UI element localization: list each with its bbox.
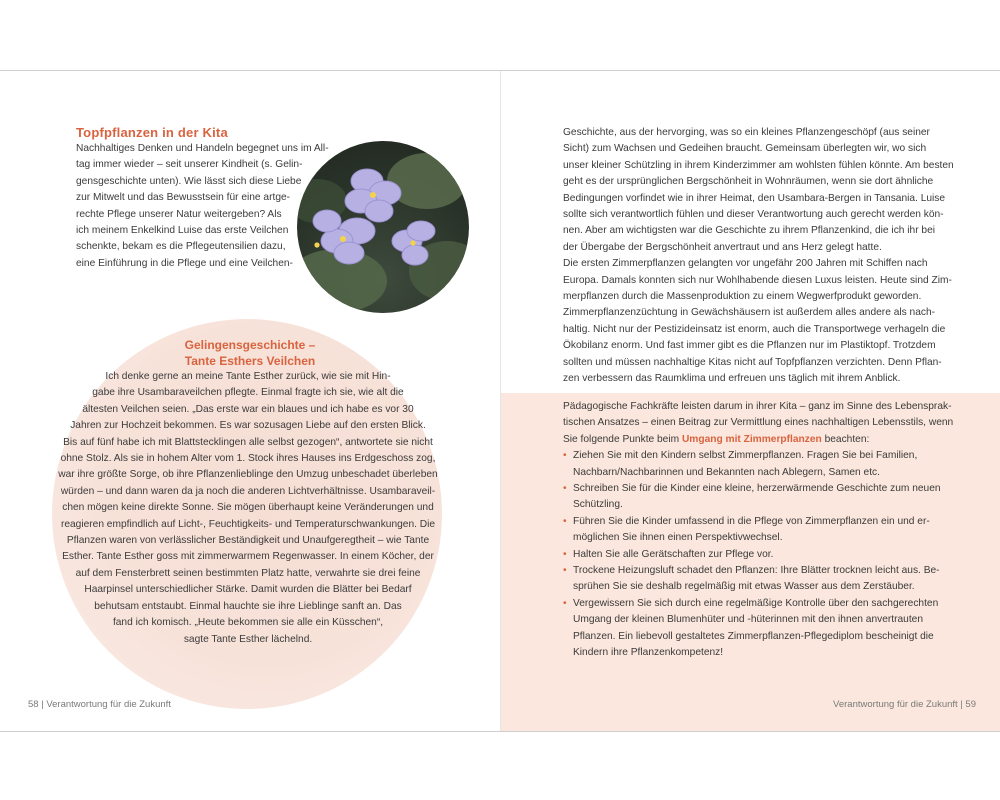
bullet-line: Pflanzen. Ein liebevoll gestaltetes Zimmerpflanzen-Pflegediplom bescheinigt die: [573, 630, 934, 642]
intro-line: gensgeschichte unten). Wie lässt sich diese Liebe: [76, 175, 302, 187]
body-line: Die ersten Zimmerpflanzen gelangten vor ungefähr 200 Jahren mit Schiffen nach: [563, 258, 928, 270]
body-line: der Übergabe der Bergschönheit anvertraut und ans Herz gelegt hatte.: [563, 241, 882, 253]
body-line: nen. Aber am wichtigsten war die Geschichte zu ihrem Pflanzenkind, die ich ihr bei: [563, 225, 936, 237]
bullet-line: Schreiben Sie für die Kinder eine kleine, herzerwärmende Geschichte zum neuen: [573, 483, 941, 495]
story-line: ohne Stolz. Als sie in hohem Alter vom 1. Stock ihres Hauses ins Erdgeschoss zog,: [60, 453, 436, 465]
body-line: Ökobilanz enorm. Und fast immer gibt es die Pflanzen nur im Plastiktopf. Trotzdem: [563, 340, 936, 352]
body-line: haltig. Nicht nur der Pestizideinsatz ist enorm, auch die Transportwege verhageln die: [563, 323, 946, 335]
bullet-item: [563, 448, 953, 481]
bullet-line: Halten Sie alle Gerätschaften zur Pflege vor.: [573, 548, 774, 560]
bullet-icon: •: [563, 548, 567, 560]
body-line: Europa. Damals konnten sich nur Wohlhabende diesen Luxus leisten. Heute sind Zim-: [563, 274, 952, 286]
story-line: behutsam entstaubt. Einmal hauchte sie ihre Lieblinge sanft an. Das: [94, 600, 402, 612]
bullet-item: [563, 596, 953, 662]
story-line: würden – und dann waren da ja noch die anderen Lichtverhältnisse. Usambaraveil-: [60, 485, 436, 497]
story-line: war ihre größte Sorge, ob ihre Pflanzenlieblinge den Umzug unbeschadet überleben: [58, 469, 438, 481]
page-footer-right: Verantwortung für die Zukunft | 59: [833, 699, 976, 710]
tips-text: [563, 399, 953, 662]
bullet-icon: •: [563, 597, 567, 609]
intro-line: zur Mitwelt und das Bewusstsein für eine artge-: [76, 192, 291, 204]
tips-line: Pädagogische Fachkräfte leisten darum in ihrer Kita – ganz im Sinne des Lebensprak-: [563, 401, 952, 412]
bullet-icon: •: [563, 450, 567, 462]
body-line: unser kleiner Schützling in ihrem Kinderzimmer am wohlsten fühlen könnte. Am besten: [563, 159, 954, 171]
story-heading-line-1: Gelingensgeschichte –: [184, 338, 316, 352]
body-line: sollten und müssen nachhaltige Kitas nicht auf Topfpflanzen verzichten. Denn Pflan-: [563, 356, 942, 368]
bullet-icon: •: [563, 565, 567, 577]
african-violet-photo: [297, 141, 469, 313]
body-line: merpflanzen durch die Massenproduktion zu einem Wegwerfprodukt geworden.: [563, 291, 922, 303]
bullet-line: sprühen Sie sie deshalb regelmäßig mit etwas Wasser aus dem Zerstäuber.: [573, 581, 915, 593]
bullet-line: Nachbarn/Nachbarinnen und Bekannten nach Ablegern, Samen etc.: [573, 466, 880, 478]
story-line: ältesten Veilchen seien. „Das erste war ein blaues und ich habe es vor 30: [82, 403, 414, 415]
story-line: Ich denke gerne an meine Tante Esther zurück, wie sie mit Hin-: [105, 371, 391, 382]
intro-line: eine Einführung in die Pflege und eine Veilchen-: [76, 257, 293, 269]
bullet-line: Führen Sie die Kinder umfassend in die Pflege von Zimmerpflanzen ein und er-: [573, 515, 930, 527]
section-heading: Topfpflanzen in der Kita: [76, 125, 228, 140]
body-text: [563, 125, 954, 388]
body-line: Sicht) zum Wachsen und Gedeihen braucht. Gemeinsam überlegten wir, wo sich: [563, 143, 927, 155]
right-page: [500, 71, 1000, 731]
story-line: Esther. Tante Esther goss mit zimmerwarmem Regenwasser. In einem Köcher, der: [62, 551, 434, 563]
bullet-line: Kindern ihre Pflanzenkompetenz!: [573, 647, 724, 659]
story-heading-line-2: Tante Esthers Veilchen: [184, 354, 316, 368]
story-line: gabe ihre Usambaraveilchen pflegte. Einmal fragte ich sie, wie alt die: [92, 387, 404, 399]
highlight-text: Umgang mit Zimmerpflanzen: [681, 433, 822, 445]
violet-flowers-illustration: [297, 141, 469, 313]
story-line: fand ich komisch. „Heute bekommen sie alle ein Küsschen“,: [112, 617, 384, 629]
intro-line: rechte Pflege unserer Natur weitergeben? Als: [76, 208, 282, 220]
body-line: Geschichte, aus der hervorging, was so ein kleines Pflanzengeschöpf (aus seiner: [563, 127, 930, 138]
body-line: sollte sich verantwortlich fühlen und dieser Verantwortung auch gerecht werden kön-: [563, 209, 944, 221]
body-line: zen verbessern das Raumklima und erfreuen uns täglich mit ihrem Anblick.: [563, 373, 901, 385]
bullet-item: [563, 481, 953, 514]
tips-lead-line: Sie folgende Punkte beim Umgang mit Zimmerpflanzen beachten:: [563, 433, 870, 445]
story-line: Jahren zur Hochzeit bekommen. Es war sozusagen Liebe auf den ersten Blick.: [70, 420, 426, 432]
tips-line: tischen Ansatzes – einen Beitrag zur Vermittlung eines nachhaltigen Lebensstils, wenn: [563, 417, 954, 429]
story-line: Pflanzen waren von verlässlicher Beständigkeit und Unaufgeregtheit – wie Tante: [66, 535, 430, 547]
bullet-line: Schützling.: [573, 499, 623, 511]
body-line: Zimmerpflanzenzüchtung in Gewächshäusern ist außerdem alles andere als nach-: [563, 307, 936, 319]
bullet-line: Ziehen Sie mit den Kindern selbst Zimmerpflanzen. Fragen Sie bei Familien,: [573, 450, 918, 462]
story-line: chen mögen keine direkte Sonne. Sie mögen überhaupt keine Veränderungen und: [62, 502, 434, 514]
bullet-item: [563, 514, 953, 547]
body-line: Bedingungen vorfindet wie in ihrer Heimat, den Usambara-Bergen in Tansania. Luise: [563, 192, 946, 204]
bullet-line: Vergewissern Sie sich durch eine regelmäßige Kontrolle über den sachgerechten: [573, 597, 939, 609]
bullet-line: möglichen Sie ihnen einen Perspektivwechsel.: [573, 532, 783, 544]
left-page: [0, 71, 500, 731]
bullet-line: Trockene Heizungsluft schadet den Pflanzen: Ihre Blätter trocknen leicht aus. Be-: [573, 565, 940, 577]
story-line: auf dem Fensterbrett seinen bestimmten Platz hatte, verwahrte sie drei feine: [75, 567, 421, 579]
story-line: reagieren empfindlich auf Licht-, Feuchtigkeits- und Temperaturschwankungen. Die: [60, 518, 436, 530]
book-spread: [0, 70, 1000, 732]
intro-line: ich meinem Enkelkind Luise das erste Veilchen: [76, 225, 289, 237]
body-line: geht es der ursprünglichen Bergschönheit in Wohnräumen, wenn sie dort ähnliche: [563, 176, 934, 188]
bullet-icon: •: [563, 515, 567, 527]
bullet-item: [563, 563, 953, 596]
bullet-line: Umgang der kleinen Blumenhüter und -hüterinnen mit den ihnen anvertrauten: [573, 614, 923, 626]
story-text: [48, 369, 448, 648]
story-line: Bis auf fünf habe ich mit Blattstecklingen alle selbst gezogen“, antwortete sie nicht: [63, 436, 433, 448]
bullet-item: [563, 547, 953, 563]
intro-line: Nachhaltiges Denken und Handeln begegnet uns im All-: [76, 143, 329, 154]
bullet-icon: •: [563, 483, 567, 495]
story-line: Haarpinsel unterschiedlicher Stärke. Damit wurden die Blätter bei Bedarf: [84, 584, 412, 596]
page-footer-left: 58 | Verantwortung für die Zukunft: [28, 699, 171, 710]
intro-line: schenkte, bekam es die Pflegeutensilien dazu,: [76, 241, 286, 253]
intro-text: [76, 141, 329, 272]
intro-line: tag immer wieder – seit unserer Kindheit (s. Gelin-: [76, 159, 303, 171]
story-line: sagte Tante Esther lächelnd.: [183, 633, 313, 645]
